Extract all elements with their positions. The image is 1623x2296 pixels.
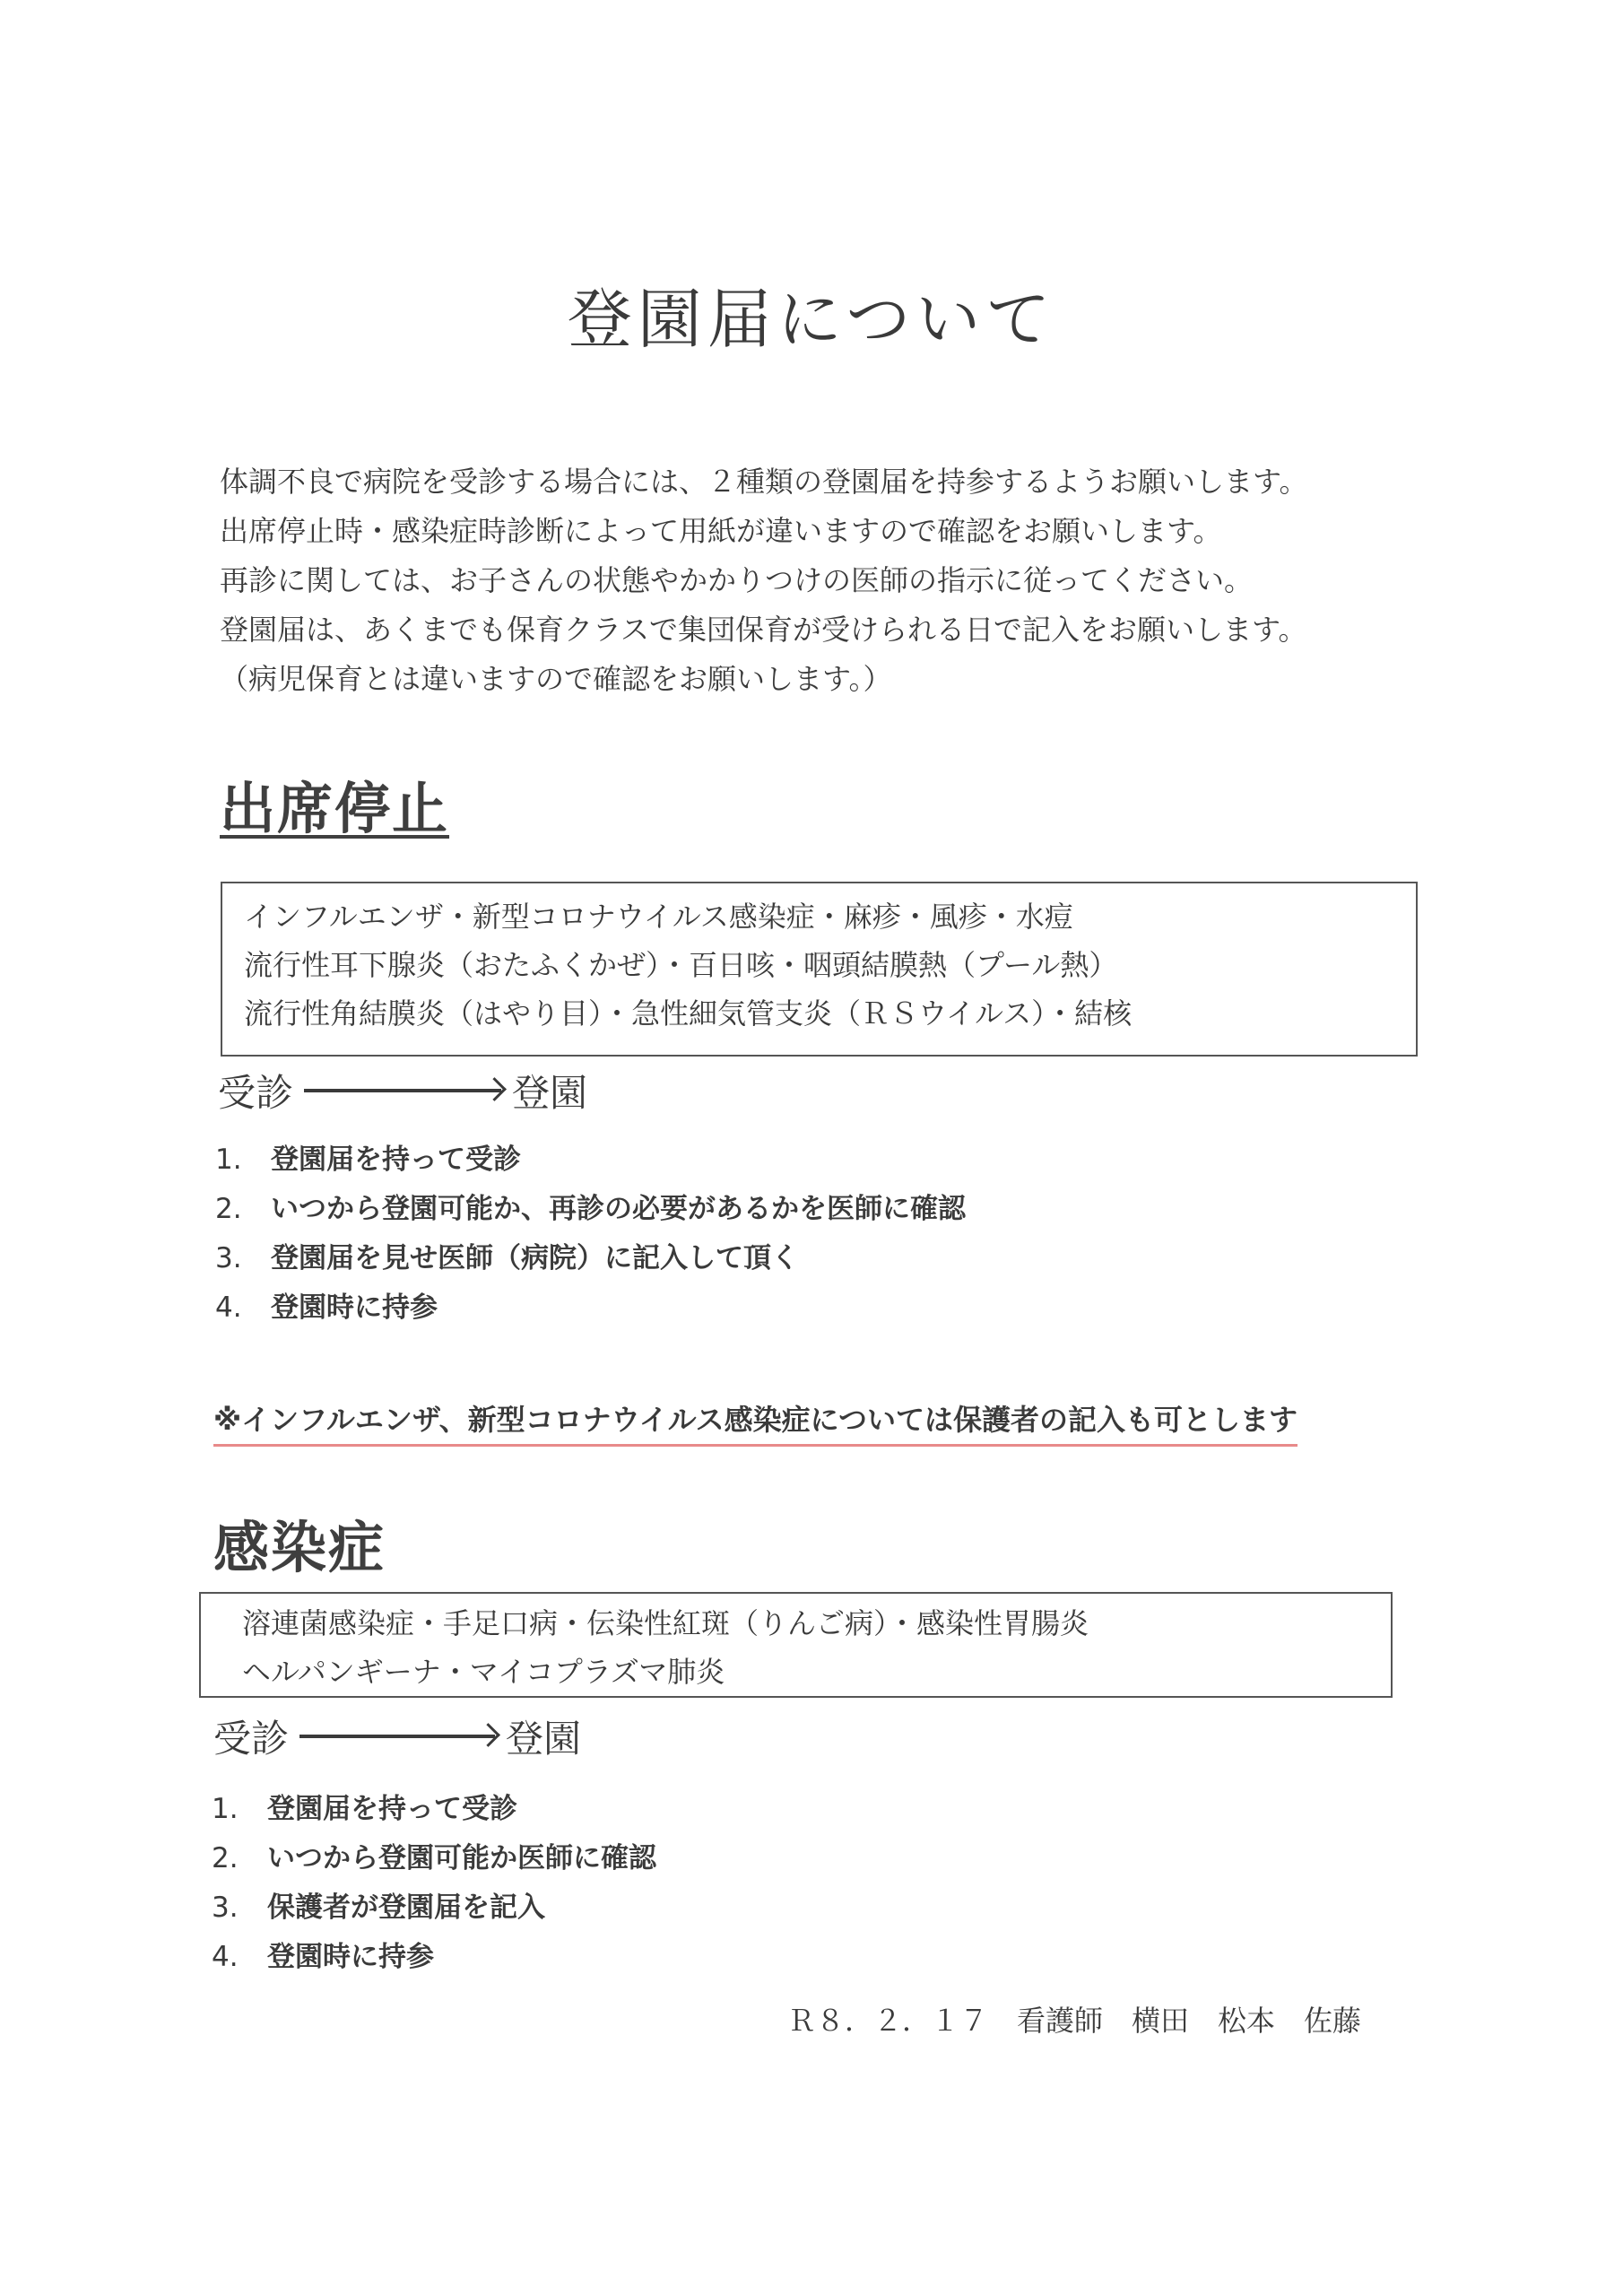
step-text: いつから登園可能か、再診の必要があるかを医師に確認 (271, 1193, 966, 1225)
step-number: 3. (212, 1892, 239, 1924)
step-text: 登園届を持って受診 (267, 1793, 517, 1825)
step-number: 4. (215, 1292, 242, 1324)
step-text: 保護者が登園届を記入 (267, 1892, 545, 1924)
page-title: 登園届について (567, 282, 1056, 357)
right-arrow-icon (299, 1735, 495, 1738)
right-arrow-icon (304, 1089, 501, 1092)
step-number: 1. (212, 1793, 239, 1825)
disease-list-box-attendance-suspension (221, 882, 1418, 1057)
section-heading-attendance-suspension: 出席停止 (220, 776, 450, 841)
list-item (212, 1933, 656, 1982)
step-number: 4. (212, 1941, 239, 1973)
list-item (215, 1135, 966, 1185)
flow-consult-to-attend (213, 1709, 581, 1763)
list-item (215, 1283, 966, 1333)
disease-line: 溶連菌感染症・手足口病・伝染性紅斑（りんご病）・感染性胃腸炎 (242, 1606, 1089, 1640)
list-item (212, 1785, 656, 1834)
steps-list-infectious-disease (212, 1785, 656, 1982)
flow-to-label: 登園 (512, 1071, 588, 1115)
list-item (215, 1185, 966, 1234)
disease-line: 流行性耳下腺炎（おたふくかぜ）・百日咳・咽頭結膜熱（プール熱） (244, 948, 1118, 982)
footer-date-signatures: Ｒ８．２．１７ 看護師 横田 松本 佐藤 (787, 2004, 1362, 2038)
intro-line: 体調不良で病院を受診する場合には、２種類の登園届を持参するようお願いします。 (220, 465, 1308, 499)
intro-line: 再診に関しては、お子さんの状態やかかりつけの医師の指示に従ってください。 (220, 563, 1254, 597)
list-item (212, 1834, 656, 1883)
steps-list-attendance-suspension (215, 1135, 966, 1333)
guardian-note: ※インフルエンザ、新型コロナウイルス感染症については保護者の記入も可とします (213, 1397, 1298, 1447)
step-number: 3. (215, 1242, 242, 1274)
step-text: 登園届を見せ医師（病院）に記入して頂く (271, 1242, 799, 1274)
step-text: 登園時に持参 (271, 1292, 438, 1324)
list-item (215, 1234, 966, 1283)
step-number: 1. (215, 1144, 242, 1176)
intro-line: 出席停止時・感染症時診断によって用紙が違いますので確認をお願いします。 (220, 514, 1222, 548)
flow-from-label: 受診 (213, 1717, 290, 1761)
flow-from-label: 受診 (218, 1071, 294, 1115)
disease-line: ヘルパンギーナ・マイコプラズマ肺炎 (242, 1655, 725, 1689)
step-text: いつから登園可能か医師に確認 (267, 1842, 656, 1874)
disease-line: 流行性角結膜炎（はやり目）・急性細気管支炎（ＲＳウイルス）・結核 (244, 996, 1133, 1031)
intro-line: 登園届は、あくまでも保育クラスで集団保育が受けられる日で記入をお願いします。 (220, 613, 1307, 647)
section-heading-infectious-disease: 感染症 (213, 1515, 386, 1580)
disease-line: インフルエンザ・新型コロナウイルス感染症・麻疹・風疹・水痘 (244, 900, 1073, 934)
disease-list-box-infectious-disease (199, 1592, 1393, 1698)
step-text: 登園届を持って受診 (271, 1144, 521, 1176)
step-number: 2. (215, 1193, 242, 1225)
list-item (212, 1883, 656, 1933)
step-text: 登園時に持参 (267, 1941, 434, 1973)
flow-consult-to-attend (218, 1064, 587, 1118)
intro-line: （病児保育とは違いますので確認をお願いします。） (220, 662, 892, 696)
step-number: 2. (212, 1842, 239, 1874)
flow-to-label: 登園 (506, 1717, 582, 1761)
intro-paragraph (220, 457, 1475, 704)
